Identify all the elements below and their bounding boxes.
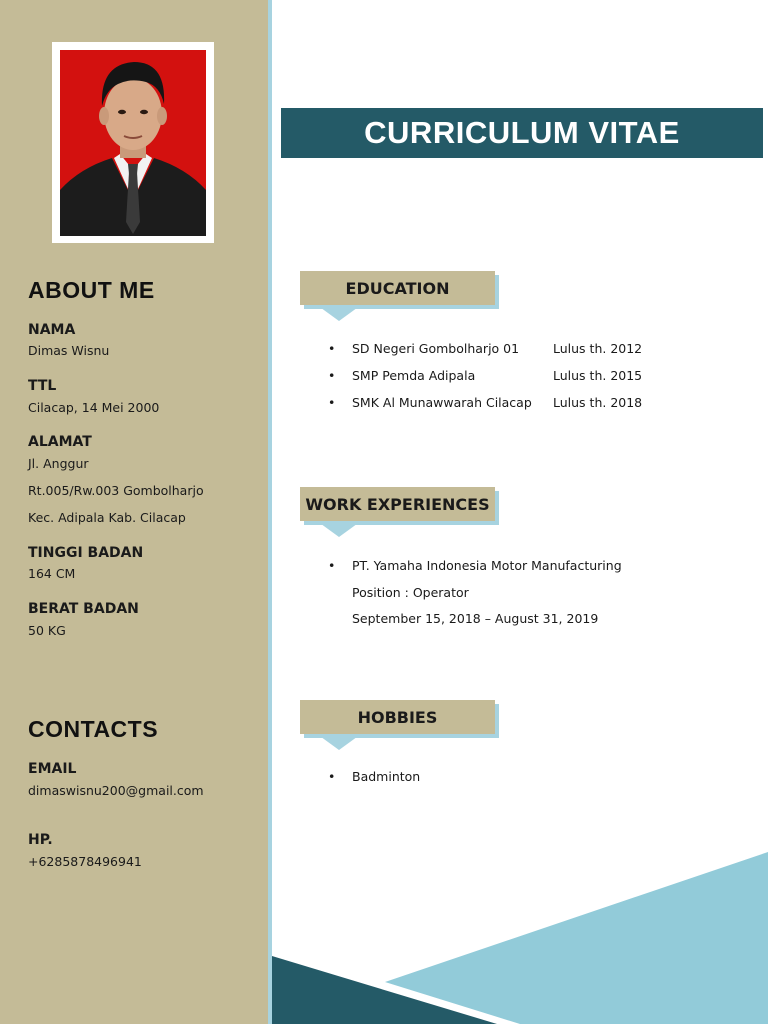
about-me-heading: ABOUT ME (28, 277, 155, 303)
education-year: Lulus th. 2018 (553, 395, 643, 410)
education-school: SMK Al Munawwarah Cilacap (352, 395, 532, 410)
ttl-value: Cilacap, 14 Mei 2000 (28, 400, 160, 415)
nama-value: Dimas Wisnu (28, 343, 110, 358)
work-position: Position : Operator (352, 585, 469, 600)
nama-label: NAMA (28, 322, 76, 338)
work-experiences-heading: WORK EXPERIENCES (300, 487, 495, 521)
bullet-icon: • (328, 341, 336, 356)
page-title: CURRICULUM VITAE (364, 115, 680, 150)
education-school: SD Negeri Gombolharjo 01 (352, 341, 520, 356)
education-year: Lulus th. 2015 (553, 368, 643, 383)
work-company: PT. Yamaha Indonesia Motor Manufacturing (352, 558, 622, 573)
work-period: September 15, 2018 – August 31, 2019 (352, 611, 599, 626)
bullet-icon: • (328, 769, 336, 784)
hobbies-heading: HOBBIES (300, 700, 495, 734)
bullet-icon: • (328, 368, 336, 383)
berat-badan-value: 50 KG (28, 623, 66, 638)
alamat-label: ALAMAT (28, 434, 92, 450)
education-school: SMP Pemda Adipala (352, 368, 476, 383)
email-label: EMAIL (28, 761, 77, 777)
bullet-icon: • (328, 558, 336, 573)
alamat-line-1: Jl. Anggur (28, 456, 89, 471)
contacts-heading: CONTACTS (28, 716, 159, 742)
education-year: Lulus th. 2012 (553, 341, 643, 356)
tinggi-badan-value: 164 CM (28, 566, 76, 581)
berat-badan-label: BERAT BADAN (28, 601, 139, 617)
phone-label: HP. (28, 832, 53, 848)
alamat-line-3: Kec. Adipala Kab. Cilacap (28, 510, 186, 525)
bullet-icon: • (328, 395, 336, 410)
alamat-line-2: Rt.005/Rw.003 Gombolharjo (28, 483, 204, 498)
phone-value[interactable]: +6285878496941 (28, 854, 142, 869)
email-value[interactable]: dimaswisnu200@gmail.com (28, 783, 204, 798)
education-heading: EDUCATION (300, 271, 495, 305)
hobby-name: Badminton (352, 769, 421, 784)
ttl-label: TTL (28, 378, 57, 394)
tinggi-badan-label: TINGGI BADAN (28, 545, 144, 561)
